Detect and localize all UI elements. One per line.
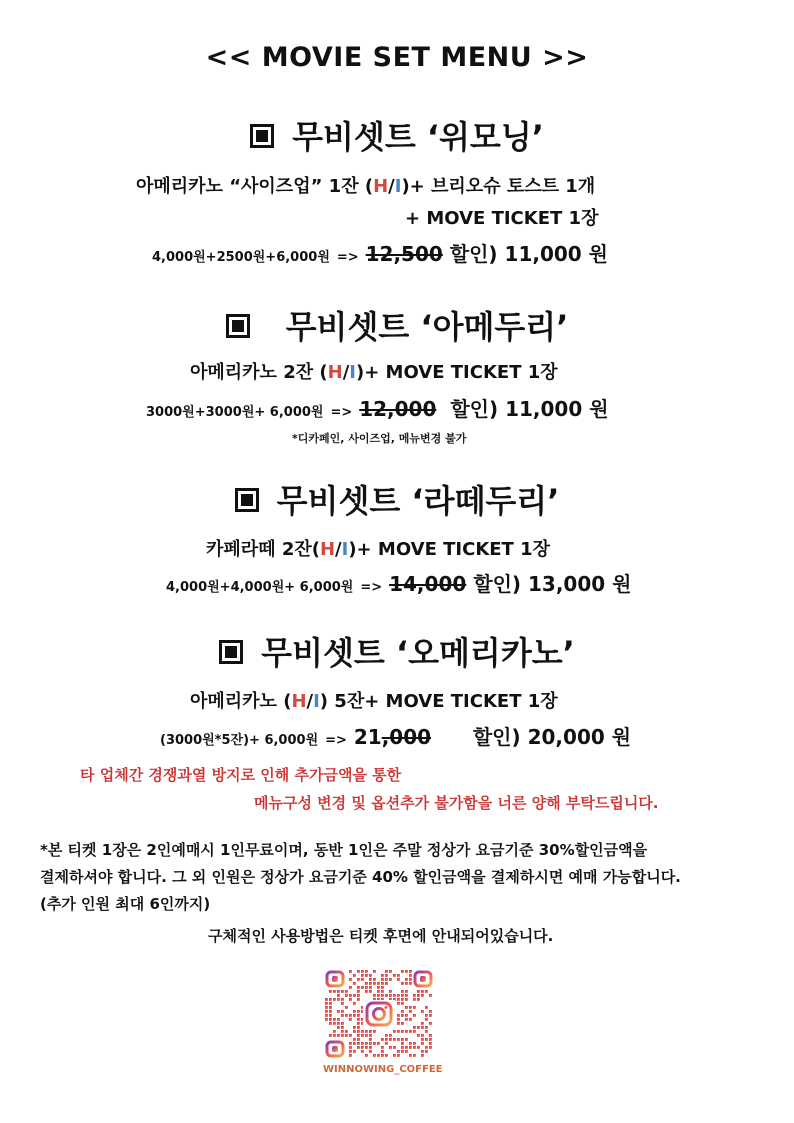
original-price: 12,000 — [359, 397, 437, 421]
qr-module — [337, 1034, 340, 1037]
qr-module — [385, 974, 388, 977]
qr-module — [409, 978, 412, 981]
qr-module — [385, 1034, 388, 1037]
final-price: 13,000 원 — [528, 572, 632, 596]
qr-module — [397, 978, 400, 981]
qr-module — [369, 1030, 372, 1033]
qr-module — [381, 978, 384, 981]
set-title-lattedouri: 무비셋트 ‘라떼두리’ — [0, 476, 794, 522]
qr-module — [421, 1054, 424, 1057]
qr-module — [385, 1042, 388, 1045]
qr-module — [361, 970, 364, 973]
qr-module — [369, 982, 372, 985]
qr-module — [401, 1030, 404, 1033]
qr-module — [349, 994, 352, 997]
qr-module — [329, 1022, 332, 1025]
original-price: 12,500 — [365, 242, 443, 266]
qr-module — [349, 1046, 352, 1049]
qr-module — [357, 1026, 360, 1029]
qr-module — [337, 998, 340, 1001]
qr-module — [381, 1054, 384, 1057]
square-bullet-icon — [226, 314, 250, 338]
qr-module — [417, 1046, 420, 1049]
qr-module — [397, 1022, 400, 1025]
qr-module — [333, 1030, 336, 1033]
qr-module — [373, 1054, 376, 1057]
set-price-amedouri: 3000원+3000원+ 6,000원 => 12,000 할인) 11,000 원 — [146, 397, 609, 421]
qr-module — [345, 1030, 348, 1033]
qr-module — [373, 1042, 376, 1045]
qr-module — [409, 1046, 412, 1049]
qr-module — [333, 1022, 336, 1025]
qr-module — [425, 1006, 428, 1009]
notice-line-1: 타 업체간 경쟁과열 방지로 인해 추가금액을 통한 — [80, 766, 402, 784]
qr-module — [405, 970, 408, 973]
info-line-1: *본 티켓 1장은 2인예매시 1인무료이며, 동반 1인은 주말 정상가 요금기준 30%할인금액을 — [40, 841, 648, 859]
qr-module — [349, 1054, 352, 1057]
qr-module — [401, 994, 404, 997]
qr-module — [325, 1018, 328, 1021]
qr-module — [417, 994, 420, 997]
qr-module — [421, 1026, 424, 1029]
qr-module — [397, 1050, 400, 1053]
final-price: 11,000 원 — [505, 397, 609, 421]
set-price-lattedouri: 4,000원+4,000원+ 6,000원 => 14,000 할인) 13,000 원 — [166, 572, 632, 596]
set-item-amedouri: 아메리카노 2잔 (H/I)+ MOVE TICKET 1장 — [190, 362, 558, 383]
qr-module — [345, 994, 348, 997]
qr-module — [365, 970, 368, 973]
qr-module — [405, 1038, 408, 1041]
qr-module — [405, 978, 408, 981]
qr-module — [377, 1042, 380, 1045]
qr-module — [405, 1006, 408, 1009]
qr-module — [365, 1046, 368, 1049]
qr-module — [329, 1018, 332, 1021]
qr-module — [333, 990, 336, 993]
qr-module — [353, 1038, 356, 1041]
qr-module — [401, 1050, 404, 1053]
qr-module — [393, 1038, 396, 1041]
qr-module — [365, 974, 368, 977]
info-line-3: (추가 인원 최대 6인까지) — [40, 895, 211, 913]
qr-module — [421, 1050, 424, 1053]
qr-module — [377, 986, 380, 989]
qr-module — [405, 982, 408, 985]
qr-module — [349, 978, 352, 981]
qr-module — [373, 994, 376, 997]
qr-module — [357, 1018, 360, 1021]
qr-module — [425, 1026, 428, 1029]
qr-module — [357, 986, 360, 989]
qr-module — [357, 1038, 360, 1041]
qr-module — [385, 982, 388, 985]
qr-module — [345, 1006, 348, 1009]
qr-module — [353, 1002, 356, 1005]
qr-module — [325, 1006, 328, 1009]
qr-module — [369, 986, 372, 989]
qr-module — [325, 1010, 328, 1013]
qr-module — [377, 994, 380, 997]
qr-module — [373, 978, 376, 981]
qr-module — [413, 1046, 416, 1049]
qr-module — [369, 1038, 372, 1041]
qr-module — [369, 990, 372, 993]
qr-module — [405, 998, 408, 1001]
instagram-qr-icon[interactable] — [323, 968, 435, 1060]
qr-module — [353, 1050, 356, 1053]
qr-module — [413, 994, 416, 997]
qr-module — [349, 1042, 352, 1045]
info-line-2: 결제하셔야 합니다. 그 외 인원은 정상가 요금기준 40% 할인금액을 결제하시면 예매 가능합니다. — [40, 868, 681, 886]
qr-module — [337, 1022, 340, 1025]
qr-module — [337, 1026, 340, 1029]
set-title-omericano: 무비셋트 ‘오메리카노’ — [0, 628, 794, 674]
qr-module — [421, 1010, 424, 1013]
qr-module — [405, 1014, 408, 1017]
qr-module — [329, 990, 332, 993]
qr-module — [409, 1054, 412, 1057]
qr-module — [333, 1034, 336, 1037]
qr-module — [389, 994, 392, 997]
qr-module — [365, 986, 368, 989]
qr-module — [393, 994, 396, 997]
qr-module — [381, 1038, 384, 1041]
qr-module — [401, 1010, 404, 1013]
qr-module — [349, 1018, 352, 1021]
qr-module — [357, 990, 360, 993]
qr-module — [349, 1050, 352, 1053]
square-bullet-icon — [219, 640, 243, 664]
qr-module — [389, 1038, 392, 1041]
qr-module — [409, 974, 412, 977]
qr-module — [409, 1030, 412, 1033]
qr-module — [357, 994, 360, 997]
qr-module — [365, 1042, 368, 1045]
qr-module — [341, 998, 344, 1001]
set-price-omericano: (3000원*5잔)+ 6,000원 => 21,000 할인) 20,000 원 — [160, 725, 632, 749]
qr-module — [369, 1034, 372, 1037]
qr-module — [413, 1026, 416, 1029]
qr-module — [381, 990, 384, 993]
qr-module — [429, 1038, 432, 1041]
qr-module — [361, 974, 364, 977]
qr-module — [341, 1022, 344, 1025]
qr-module — [353, 1026, 356, 1029]
qr-module — [425, 1014, 428, 1017]
qr-module — [325, 998, 328, 1001]
qr-module — [389, 1034, 392, 1037]
qr-module — [361, 1030, 364, 1033]
qr-module — [377, 982, 380, 985]
qr-module — [409, 1010, 412, 1013]
qr-module — [429, 1014, 432, 1017]
qr-module — [385, 1038, 388, 1041]
qr-module — [357, 1046, 360, 1049]
qr-module — [369, 978, 372, 981]
qr-module — [413, 1030, 416, 1033]
final-price: 20,000 원 — [527, 725, 632, 749]
qr-module — [357, 1010, 360, 1013]
qr-module — [337, 990, 340, 993]
qr-module — [345, 1014, 348, 1017]
qr-module — [401, 1042, 404, 1045]
qr-module — [401, 970, 404, 973]
qr-module — [361, 1050, 364, 1053]
qr-module — [357, 1034, 360, 1037]
qr-module — [349, 986, 352, 989]
qr-module — [341, 1002, 344, 1005]
qr-module — [369, 974, 372, 977]
set-title-amedouri: 무비셋트 ‘아메두리’ — [0, 302, 794, 348]
qr-module — [349, 970, 352, 973]
qr-module — [393, 1046, 396, 1049]
page-title: << MOVIE SET MENU >> — [205, 42, 589, 73]
qr-module — [421, 1042, 424, 1045]
qr-module — [373, 970, 376, 973]
qr-module — [401, 990, 404, 993]
qr-module — [421, 1022, 424, 1025]
qr-module — [369, 1042, 372, 1045]
qr-module — [417, 1026, 420, 1029]
qr-module — [349, 1034, 352, 1037]
qr-module — [421, 1038, 424, 1041]
qr-module — [397, 1002, 400, 1005]
qr-module — [377, 990, 380, 993]
qr-module — [325, 1014, 328, 1017]
qr-module — [425, 1046, 428, 1049]
qr-module — [405, 1050, 408, 1053]
qr-module — [425, 1050, 428, 1053]
qr-module — [381, 994, 384, 997]
qr-module — [381, 982, 384, 985]
qr-module — [421, 1034, 424, 1037]
qr-module — [417, 1034, 420, 1037]
qr-module — [357, 1014, 360, 1017]
qr-module — [381, 1046, 384, 1049]
qr-module — [409, 970, 412, 973]
qr-module — [361, 978, 364, 981]
qr-module — [361, 1046, 364, 1049]
qr-module — [361, 1034, 364, 1037]
qr-module — [357, 1042, 360, 1045]
qr-module — [341, 990, 344, 993]
qr-module — [429, 994, 432, 997]
set-note-amedouri: *디카페인, 사이즈업, 메뉴변경 불가 — [292, 432, 467, 445]
qr-module — [429, 1034, 432, 1037]
qr-module — [389, 970, 392, 973]
qr-module — [385, 970, 388, 973]
qr-module — [385, 1054, 388, 1057]
qr-module — [401, 1046, 404, 1049]
qr-module — [405, 1046, 408, 1049]
qr-module — [417, 998, 420, 1001]
qr-module — [421, 990, 424, 993]
set-item-wemorning-ticket: + MOVE TICKET 1장 — [405, 208, 599, 229]
qr-module — [337, 1010, 340, 1013]
qr-module — [353, 1014, 356, 1017]
qr-module — [425, 1030, 428, 1033]
qr-module — [333, 998, 336, 1001]
qr-module — [377, 1054, 380, 1057]
qr-module — [425, 990, 428, 993]
qr-module — [357, 1022, 360, 1025]
qr-module — [329, 1010, 332, 1013]
qr-module — [341, 1030, 344, 1033]
set-price-wemorning: 4,000원+2500원+6,000원 => 12,500 할인) 11,000 원 — [152, 242, 608, 266]
qr-module — [381, 1050, 384, 1053]
qr-module — [397, 998, 400, 1001]
qr-module — [353, 974, 356, 977]
qr-module — [413, 1006, 416, 1009]
qr-module — [397, 1018, 400, 1021]
qr-module — [369, 1046, 372, 1049]
qr-module — [393, 1054, 396, 1057]
qr-module — [361, 986, 364, 989]
qr-module — [393, 974, 396, 977]
qr-module — [425, 1038, 428, 1041]
qr-module — [417, 990, 420, 993]
qr-module — [409, 1006, 412, 1009]
info-line-4: 구체적인 사용방법은 티켓 후면에 안내되어있습니다. — [208, 927, 554, 945]
qr-module — [337, 1018, 340, 1021]
qr-module — [429, 1042, 432, 1045]
qr-module — [401, 1022, 404, 1025]
qr-module — [413, 1014, 416, 1017]
qr-module — [381, 986, 384, 989]
qr-module — [333, 1018, 336, 1021]
square-bullet-icon — [250, 124, 274, 148]
qr-module — [365, 1054, 368, 1057]
set-title-wemorning: 무비셋트 ‘위모닝’ — [0, 112, 794, 158]
qr-module — [369, 1050, 372, 1053]
qr-module — [325, 1002, 328, 1005]
qr-module — [329, 1002, 332, 1005]
qr-module — [389, 990, 392, 993]
qr-label: WINNOWING_COFFEE — [323, 1064, 443, 1075]
qr-module — [413, 1042, 416, 1045]
qr-module — [425, 1018, 428, 1021]
qr-module — [413, 998, 416, 1001]
qr-module — [361, 1042, 364, 1045]
qr-module — [409, 1018, 412, 1021]
qr-module — [365, 1034, 368, 1037]
qr-module — [409, 1042, 412, 1045]
qr-module — [365, 990, 368, 993]
qr-module — [341, 1034, 344, 1037]
original-price: 14,000 — [389, 572, 467, 596]
original-price: 21 — [353, 725, 382, 749]
qr-module — [405, 1018, 408, 1021]
qr-module — [365, 1030, 368, 1033]
qr-module — [401, 1002, 404, 1005]
qr-module — [357, 998, 360, 1001]
qr-module — [381, 974, 384, 977]
qr-module — [397, 1030, 400, 1033]
notice-line-2: 메뉴구성 변경 및 옵션추가 불가함을 너른 양해 부탁드립니다. — [254, 794, 659, 812]
qr-module — [393, 1030, 396, 1033]
qr-module — [397, 974, 400, 977]
square-bullet-icon — [235, 488, 259, 512]
qr-module — [389, 978, 392, 981]
qr-module — [357, 970, 360, 973]
qr-module — [385, 978, 388, 981]
qr-module — [341, 1014, 344, 1017]
qr-module — [345, 1034, 348, 1037]
qr-module — [429, 1022, 432, 1025]
qr-module — [401, 982, 404, 985]
qr-module — [397, 994, 400, 997]
qr-module — [353, 1030, 356, 1033]
qr-module — [341, 1010, 344, 1013]
qr-module — [429, 1046, 432, 1049]
qr-module — [397, 1014, 400, 1017]
qr-module — [365, 982, 368, 985]
qr-module — [401, 1014, 404, 1017]
qr-module — [329, 1034, 332, 1037]
qr-module — [345, 990, 348, 993]
qr-module — [357, 978, 360, 981]
qr-module — [405, 990, 408, 993]
qr-module — [329, 998, 332, 1001]
qr-module — [373, 982, 376, 985]
qr-module — [329, 1006, 332, 1009]
qr-module — [353, 1042, 356, 1045]
qr-module — [405, 1030, 408, 1033]
final-price: 11,000 원 — [504, 242, 608, 266]
qr-module — [341, 1026, 344, 1029]
qr-module — [401, 1038, 404, 1041]
qr-module — [389, 1046, 392, 1049]
set-item-lattedouri: 카페라떼 2잔(H/I)+ MOVE TICKET 1장 — [206, 539, 551, 560]
qr-module — [409, 982, 412, 985]
qr-module — [349, 998, 352, 1001]
qr-module — [349, 1014, 352, 1017]
qr-module — [357, 1030, 360, 1033]
qr-module — [373, 1030, 376, 1033]
qr-module — [337, 994, 340, 997]
qr-module — [401, 998, 404, 1001]
qr-module — [385, 994, 388, 997]
set-item-wemorning: 아메리카노 “사이즈업” 1잔 (H/I)+ 브리오슈 토스트 1개 — [136, 176, 596, 197]
set-item-omericano: 아메리카노 (H/I) 5잔+ MOVE TICKET 1장 — [190, 691, 558, 712]
qr-module — [353, 1010, 356, 1013]
qr-module — [353, 994, 356, 997]
qr-module — [429, 1010, 432, 1013]
qr-module — [329, 1014, 332, 1017]
qr-module — [405, 994, 408, 997]
qr-module — [413, 1054, 416, 1057]
qr-module — [421, 994, 424, 997]
qr-module — [397, 1038, 400, 1041]
qr-module — [397, 1054, 400, 1057]
qr-module — [353, 982, 356, 985]
